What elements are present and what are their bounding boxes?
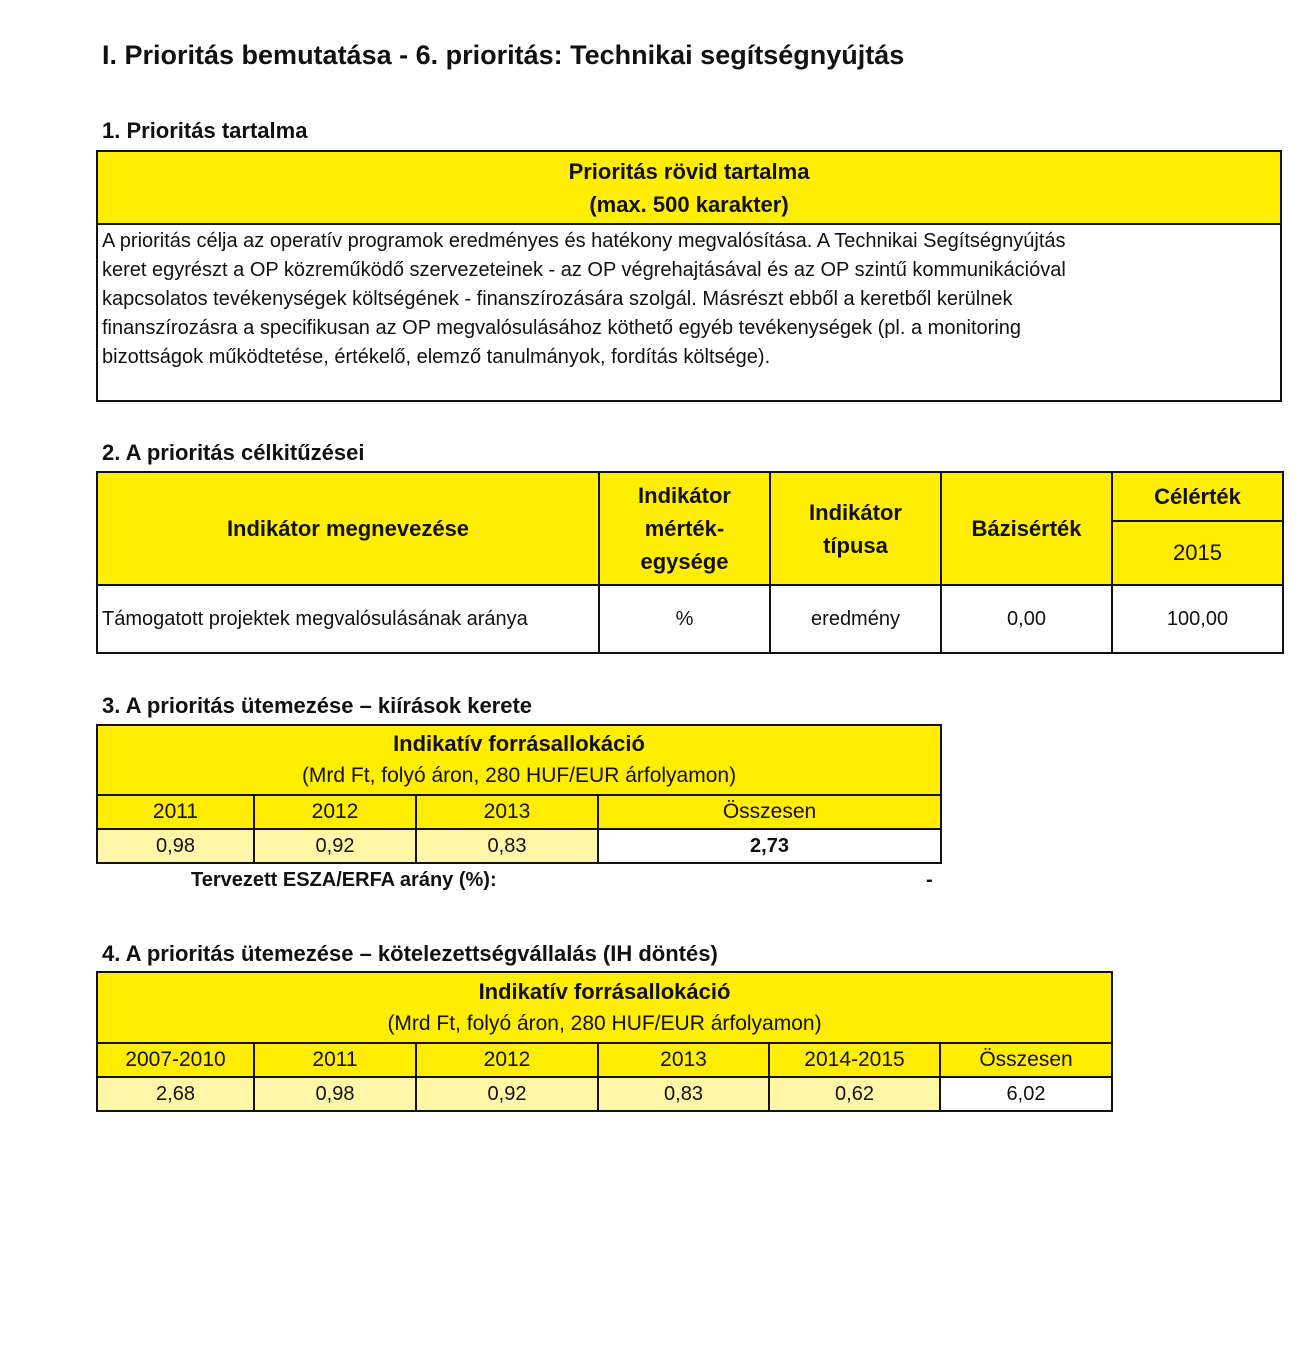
priority-text-line: kapcsolatos tevékenységek költségének - finanszírozására szolgál. Másrészt ebből a keretből kerülnek bbox=[102, 288, 1013, 310]
indicator-base-cell: 0,00 bbox=[941, 585, 1112, 653]
commitment-allocation-title: Indikatív forrásallokáció bbox=[478, 978, 731, 1004]
commitment-value-cell: 0,98 bbox=[254, 1077, 416, 1111]
priority-content-header bbox=[97, 151, 1281, 224]
total-column-header: Összesen bbox=[940, 1043, 1112, 1077]
period-column-header: 2013 bbox=[598, 1043, 769, 1077]
section3-heading: 3. A prioritás ütemezése – kiírások kerete bbox=[102, 693, 533, 718]
commitment-value-cell: 0,62 bbox=[769, 1077, 940, 1111]
commitment-value-cell: 2,68 bbox=[97, 1077, 254, 1111]
priority-text-line: keret egyrészt a OP közreműködő szervezeteinek - az OP végrehajtásával és az OP szintű kommunikációval bbox=[102, 259, 1066, 281]
section1-heading: 1. Prioritás tartalma bbox=[102, 118, 308, 143]
allocation-total-cell: 2,73 bbox=[598, 829, 941, 863]
allocation-value-cell: 0,92 bbox=[254, 829, 416, 863]
indicator-type-cell: eredmény bbox=[770, 585, 941, 653]
year-column-header: 2011 bbox=[97, 795, 254, 829]
year-column-header: 2012 bbox=[254, 795, 416, 829]
col-indicator-unit bbox=[599, 472, 770, 585]
calls-allocation-table bbox=[96, 724, 942, 864]
commitment-total-cell: 6,02 bbox=[940, 1077, 1112, 1111]
priority-content-header-line1: Prioritás rövid tartalma bbox=[568, 158, 810, 184]
indicator-target-cell: 100,00 bbox=[1112, 585, 1283, 653]
col-unit-line: mérték- bbox=[644, 516, 725, 541]
commitment-allocation-subtitle: (Mrd Ft, folyó áron, 280 HUF/EUR árfolyamon) bbox=[387, 1011, 822, 1035]
indicator-unit-cell: % bbox=[599, 585, 770, 653]
period-column-header: 2012 bbox=[416, 1043, 598, 1077]
allocation-value-cell: 0,83 bbox=[416, 829, 598, 863]
calls-allocation-header bbox=[97, 725, 941, 795]
col-indicator-name: Indikátor megnevezése bbox=[97, 472, 599, 585]
period-column-header: 2007-2010 bbox=[97, 1043, 254, 1077]
commitment-allocation-header bbox=[97, 972, 1112, 1043]
allocation-value-cell: 0,98 bbox=[97, 829, 254, 863]
calls-allocation-title: Indikatív forrásallokáció bbox=[393, 731, 645, 756]
col-type-line: típusa bbox=[823, 532, 888, 558]
priority-content-header-line2: (max. 500 karakter) bbox=[589, 191, 789, 217]
priority-text-line: A prioritás célja az operatív programok eredményes és hatékony megvalósítása. A Technikai Segítségnyújtás bbox=[102, 230, 1066, 252]
calls-allocation-subtitle: (Mrd Ft, folyó áron, 280 HUF/EUR árfolyamon) bbox=[301, 764, 737, 787]
commitment-allocation-table bbox=[96, 971, 1113, 1112]
priority-content-text bbox=[97, 224, 1281, 401]
col-type-line: Indikátor bbox=[809, 499, 902, 525]
commitment-value-cell: 0,83 bbox=[598, 1077, 769, 1111]
priority-text-line: bizottságok működtetése, értékelő, elemző tanulmányok, fordítás költsége). bbox=[102, 346, 771, 368]
indicator-name-cell: Támogatott projektek megvalósulásának aránya bbox=[97, 585, 599, 653]
page-title: I. Prioritás bemutatása - 6. prioritás: Technikai segítségnyújtás bbox=[102, 40, 905, 70]
section4-heading: 4. A prioritás ütemezése – kötelezettségvállalás (IH döntés) bbox=[102, 941, 718, 966]
col-indicator-type bbox=[770, 472, 941, 585]
col-unit-line: Indikátor bbox=[638, 483, 731, 508]
esza-erfa-ratio-label: Tervezett ESZA/ERFA arány (%): bbox=[191, 869, 497, 891]
section2-heading: 2. A prioritás célkitűzései bbox=[102, 440, 365, 465]
commitment-value-cell: 0,92 bbox=[416, 1077, 598, 1111]
total-column-header: Összesen bbox=[598, 795, 941, 829]
year-column-header: 2013 bbox=[416, 795, 598, 829]
period-column-header: 2011 bbox=[254, 1043, 416, 1077]
col-unit-line: egysége bbox=[640, 549, 729, 574]
col-target-year: 2015 bbox=[1112, 521, 1283, 585]
priority-content-table bbox=[96, 150, 1282, 402]
col-base-value: Bázisérték bbox=[941, 472, 1112, 585]
period-column-header: 2014-2015 bbox=[769, 1043, 940, 1077]
esza-erfa-ratio-value: - bbox=[926, 869, 933, 891]
indicator-table bbox=[96, 471, 1284, 654]
col-target-value: Célérték bbox=[1112, 472, 1283, 521]
priority-text-line: finanszírozásra a specifikusan az OP megvalósulásához köthető egyéb tevékenységek (pl. a monitoring bbox=[102, 317, 1022, 339]
